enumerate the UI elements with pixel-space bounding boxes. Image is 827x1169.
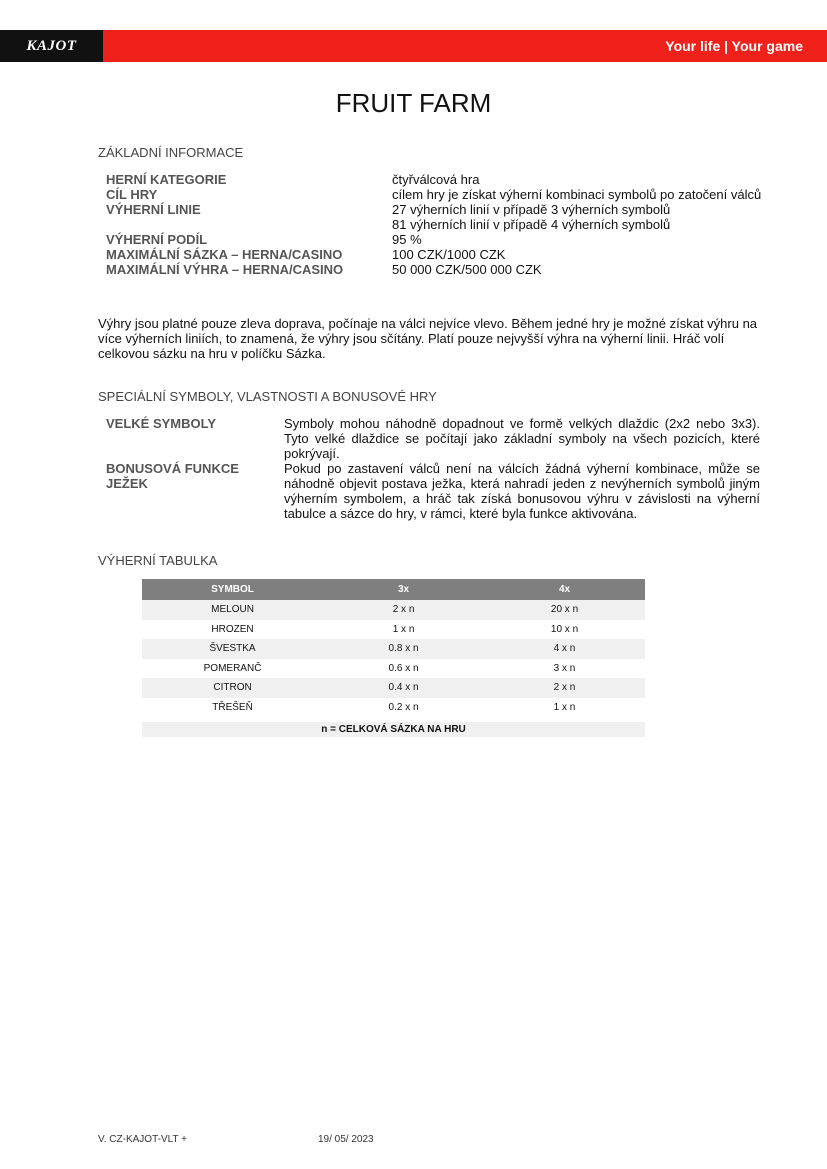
table-cell: 2 x n	[323, 600, 484, 620]
table-row	[142, 698, 645, 718]
table-cell: POMERANČ	[203, 662, 262, 674]
table-row	[142, 639, 645, 659]
info-value: 27 výherních linií v případě 3 výherních symbolů	[392, 202, 671, 217]
table-cell: 2 x n	[484, 678, 645, 698]
info-row	[106, 232, 762, 247]
table-cell: CITRON	[142, 678, 323, 698]
table-cell: HROZEN	[211, 623, 254, 635]
table-cell: 0.2 x n	[388, 701, 419, 713]
info-row	[106, 416, 760, 461]
footer-version: V. CZ-KAJOT-VLT +	[98, 1134, 188, 1145]
table-cell: TŘEŠEŇ	[212, 701, 253, 713]
info-value: čtyřválcová hra	[392, 172, 480, 187]
table-row	[142, 659, 645, 679]
rules-paragraph: Výhry jsou platné pouze zleva doprava, počínaje na válci nejvíce vlevo. Během jedné hry je možné získat výhru na více výherních liniích, to znamená, že výhry jsou sčítány. Platí pouze nejvyšší výhra na výherní linii. Hráč volí celkovou sázku na hru v políčku Sázka.	[98, 316, 758, 361]
info-label: MAXIMÁLNÍ VÝHRA – HERNA/CASINO	[106, 262, 344, 277]
kajot-logo: KAJOT	[0, 30, 103, 62]
info-label: VÝHERNÍ LINIE	[106, 202, 201, 217]
table-row	[142, 600, 645, 620]
table-cell: 10 x n	[550, 623, 579, 635]
footer-date: 19/ 05/ 2023	[318, 1134, 374, 1145]
info-label: HERNÍ KATEGORIE	[106, 172, 227, 187]
info-value: 95 %	[392, 232, 422, 247]
table-row	[142, 678, 645, 698]
info-value: cílem hry je získat výherní kombinaci symbolů po zatočení válců	[392, 187, 762, 202]
info-row	[106, 461, 760, 521]
paytable-note: n = CELKOVÁ SÁZKA NA HRU	[142, 722, 645, 737]
special-features-list	[106, 416, 760, 521]
column-header: 4x	[484, 579, 645, 600]
info-row	[106, 262, 762, 277]
table-cell: 1 x n	[553, 701, 576, 713]
info-value: Symboly mohou náhodně dopadnout ve formě velkých dlaždic (2x2 nebo 3x3). Tyto velké dlaždice se počítají jako základní symboly na všech pozicích, které pokrývají.	[284, 416, 760, 461]
paytable	[142, 579, 645, 737]
table-cell: 3 x n	[553, 662, 576, 674]
info-value: 81 výherních linií v případě 4 výherních symbolů	[392, 217, 671, 232]
column-header: SYMBOL	[142, 579, 323, 600]
table-cell: 1 x n	[392, 623, 415, 635]
info-label: VÝHERNÍ PODÍL	[106, 232, 208, 247]
info-row	[106, 202, 762, 217]
info-label	[106, 217, 392, 232]
table-cell: 4 x n	[484, 639, 645, 659]
header-bar	[0, 30, 827, 62]
info-row	[106, 247, 762, 262]
table-cell: 20 x n	[484, 600, 645, 620]
table-cell: 0.6 x n	[388, 662, 419, 674]
table-row	[142, 620, 645, 640]
info-label: BONUSOVÁ FUNKCE JEŽEK	[106, 461, 239, 491]
info-label: CÍL HRY	[106, 187, 158, 202]
table-cell: 0.8 x n	[323, 639, 484, 659]
info-row	[106, 187, 762, 202]
basic-info-list	[106, 172, 762, 277]
info-row	[106, 217, 762, 232]
page-title: FRUIT FARM	[335, 88, 492, 118]
column-header: 3x	[323, 579, 484, 600]
table-cell: 0.4 x n	[323, 678, 484, 698]
info-value: Pokud po zastavení válců není na válcích žádná výherní kombinace, může se náhodně objevit postava ježka, která nahradí jeden z nevýherních symbolů jiným výherním symbolem, a hráč tak získá bonusovou výhru v závislosti na výherní tabulce a sázce do hry, v rámci, které byla funkce aktivována.	[284, 461, 760, 521]
info-label: MAXIMÁLNÍ SÁZKA – HERNA/CASINO	[106, 247, 343, 262]
info-value: 50 000 CZK/500 000 CZK	[392, 262, 542, 277]
info-row	[106, 172, 762, 187]
table-cell: ŠVESTKA	[142, 639, 323, 659]
section-heading-basic: ZÁKLADNÍ INFORMACE	[98, 145, 244, 160]
info-label: VELKÉ SYMBOLY	[106, 416, 217, 431]
section-heading-paytable: VÝHERNÍ TABULKA	[98, 553, 218, 568]
slogan: Your life | Your game	[665, 38, 803, 54]
info-value: 100 CZK/1000 CZK	[392, 247, 506, 262]
section-heading-special: SPECIÁLNÍ SYMBOLY, VLASTNOSTI A BONUSOVÉ HRY	[98, 389, 437, 404]
table-cell: MELOUN	[142, 600, 323, 620]
